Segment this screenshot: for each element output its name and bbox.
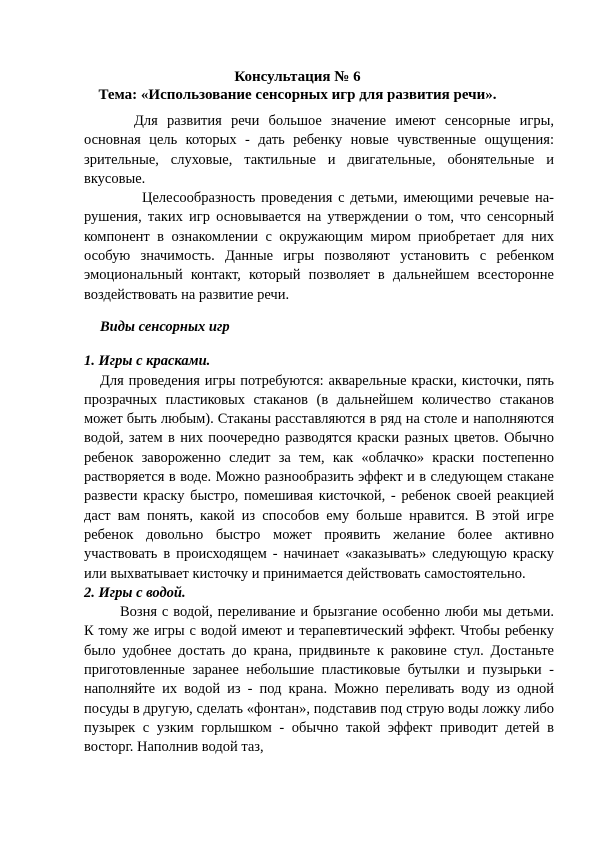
water-games-heading: 2. Игры с водой. [84,584,186,601]
consultation-number: Консультация № 6 [234,69,361,85]
paints-games-heading: 1. Игры с красками. [84,353,211,370]
consultation-topic: Тема: «Использование сенсорных игр для развития речи». [98,87,497,103]
water-games-paragraph: Возня с водой, переливание и брызгание особенно люби мы детьми. К тому же игры с водой имеют и терапевтический эффект. Чтобы ребенку было удобнее достать до крана, придвиньте к раковине стул. Достаньте приготовленные заранее небольшие пластиковые бутылки и пузырьки - наполняйте их водой из - под крана. Можно переливать воду из одной посуды в другую, сделать «фонтан», подставив под струю воды ложку либо пузырек с узким горлышком - обычно такой эффект приводит детей в восторг. Наполнив водой таз, [84,604,554,756]
sensory-games-kinds-heading: Виды сенсорных игр [100,318,230,335]
paints-games-paragraph: Для проведения игры потребуются: акварельные краски, кисточки, пять прозрачных пластиковых стаканов (в дальнейшем количество стаканов может быть любым). Стаканы расставляются в ряд на столе и наполняются водой, затем в них поочередно разводятся краски разных цветов. Обычно ребенок завороженно следит за тем, как «облачко» краски постепенно растворяется в воде. Можно разнообразить эффект и в следующем стакане развести краску быстро, помешивая кисточкой, - ребенок своей реакцией даст вам понять, какой из способов ему больше нравится. В этой игре ребенок довольно быстро может проявить желание более активно участвовать в происходящем - начинает «заказывать» следующую краску или выхватывает кисточку и принимается действовать самостоятельно. [84,372,554,582]
document-header [0,68,595,104]
intro-paragraph: Для развития речи большое значение имеют сенсорные игры, основная цель которых - дать ребенку новые чувственные ощущения: зрительные, слуховые, тактильные и двигательные, обонятельные и вкусовые. [84,113,554,187]
document-body [84,112,554,758]
purpose-paragraph: Целесообразность проведения с детьми, имеющими речевые нарушения, таких игр основывается на утверждении о том, что сенсорный компонент в ознакомлении с окружающим миром приобретает для них особую значимость. Данные игры позволяют установить с ребенком эмоциональный контакт, который позволяет в дальнейшем всесторонне воздействовать на развитие речи. [84,190,554,303]
